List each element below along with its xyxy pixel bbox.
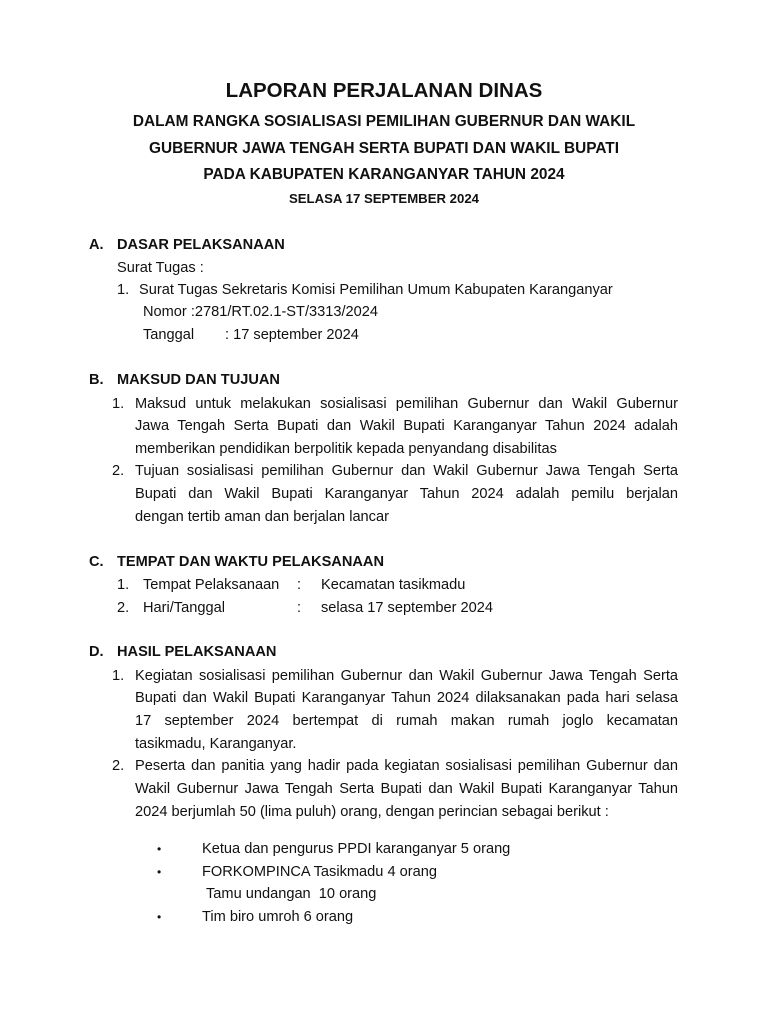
subtitle-line-3: PADA KABUPATEN KARANGANYAR TAHUN 2024	[203, 166, 565, 183]
bullet-1-text: Ketua dan pengurus PPDI karanganyar 5 orang	[202, 841, 511, 857]
section-b-item-2-number: 2.	[112, 463, 125, 479]
section-c-row-1-label: Tempat Pelaksanaan	[143, 577, 280, 593]
section-b-heading: MAKSUD DAN TUJUAN	[117, 372, 280, 388]
section-d-item-2-line-2: Wakil Gubernur Jawa Tengah Serta Bupati dan Wakil Bupati Karanganyar Tahun	[135, 781, 678, 797]
section-c-heading: TEMPAT DAN WAKTU PELAKSANAAN	[117, 554, 384, 570]
section-d-item-1-line-2: Bupati dan Wakil Bupati Karanganyar Tahun 2024 dilaksanakan pada hari selasa	[135, 690, 678, 706]
section-a-letter: A.	[89, 237, 104, 253]
page-title: LAPORAN PERJALANAN DINAS	[225, 79, 543, 102]
section-c-row-1-number: 1.	[117, 577, 130, 593]
section-c-row-2-value: selasa 17 september 2024	[321, 600, 493, 616]
section-a-nomor: Nomor :2781/RT.02.1-ST/3313/2024	[143, 304, 378, 320]
section-d-item-1-line-1: Kegiatan sosialisasi pemilihan Gubernur dan Wakil Gubernur Jawa Tengah Serta	[135, 668, 678, 684]
section-c-row-2-label: Hari/Tanggal	[143, 600, 225, 616]
report-date: SELASA 17 SEPTEMBER 2024	[288, 191, 480, 206]
section-c-row-1-colon: :	[297, 577, 302, 593]
section-b-item-1-line-2: Jawa Tengah Serta Bupati dan Wakil Bupati Karanganyar Tahun 2024 adalah	[135, 418, 678, 434]
section-d-heading: HASIL PELAKSANAAN	[117, 644, 277, 660]
section-b-item-1-number: 1.	[112, 396, 125, 412]
section-a-heading: DASAR PELAKSANAAN	[117, 237, 285, 253]
section-a-item-text: Surat Tugas Sekretaris Komisi Pemilihan Umum Kabupaten Karanganyar	[139, 282, 613, 298]
section-d-letter: D.	[89, 644, 104, 660]
subtitle-line-2: GUBERNUR JAWA TENGAH SERTA BUPATI DAN WAKIL BUPATI	[149, 140, 619, 157]
section-b-item-2-line-1: Tujuan sosialisasi pemilihan Gubernur dan Wakil Gubernur Jawa Tengah Serta	[135, 463, 678, 479]
section-b-item-1-line-1: Maksud untuk melakukan sosialisasi pemilihan Gubernur dan Wakil Gubernur	[135, 396, 678, 412]
section-d-item-1-line-4: tasikmadu, Karanganyar.	[135, 736, 297, 752]
bullet-4-text: Tim biro umroh 6 orang	[202, 909, 354, 925]
section-a-intro: Surat Tugas :	[117, 260, 204, 276]
section-c-row-1-value: Kecamatan tasikmadu	[321, 577, 466, 593]
section-d-item-2-line-3: 2024 berjumlah 50 (lima puluh) orang, dengan perincian sebagai berikut :	[135, 804, 609, 820]
section-a-tanggal-label: Tanggal	[143, 327, 195, 343]
subtitle-line-1: DALAM RANGKA SOSIALISASI PEMILIHAN GUBERNUR DAN WAKIL	[132, 113, 636, 130]
section-b-letter: B.	[89, 372, 104, 388]
bullet-4-symbol: •	[157, 910, 162, 924]
section-c-letter: C.	[89, 554, 104, 570]
bullet-3-text: Tamu undangan 10 orang	[206, 886, 377, 902]
section-b-item-2-line-2: Bupati dan Wakil Bupati Karanganyar Tahun 2024 adalah pemilu berjalan	[135, 486, 678, 502]
section-d-item-2-number: 2.	[112, 758, 125, 774]
section-c-row-2-colon: :	[297, 600, 302, 616]
section-c-row-2-number: 2.	[117, 600, 130, 616]
section-a-tanggal-value: : 17 september 2024	[225, 327, 359, 343]
section-d-item-2-line-1: Peserta dan panitia yang hadir pada kegiatan sosialisasi pemilihan Gubernur dan	[135, 758, 678, 774]
bullet-1-symbol: •	[157, 842, 162, 856]
section-d-item-1-line-3: 17 september 2024 bertempat di rumah makan rumah joglo kecamatan	[135, 713, 678, 729]
bullet-2-text: FORKOMPINCA Tasikmadu 4 orang	[202, 864, 437, 880]
section-b-item-2-line-3: dengan tertib aman dan berjalan lancar	[135, 509, 389, 525]
section-d-item-1-number: 1.	[112, 668, 125, 684]
section-b-item-1-line-3: memberikan pendidikan berpolitik kepada penyandang disabilitas	[135, 441, 557, 457]
bullet-2-symbol: •	[157, 865, 162, 879]
section-a-item-number: 1.	[117, 282, 130, 298]
